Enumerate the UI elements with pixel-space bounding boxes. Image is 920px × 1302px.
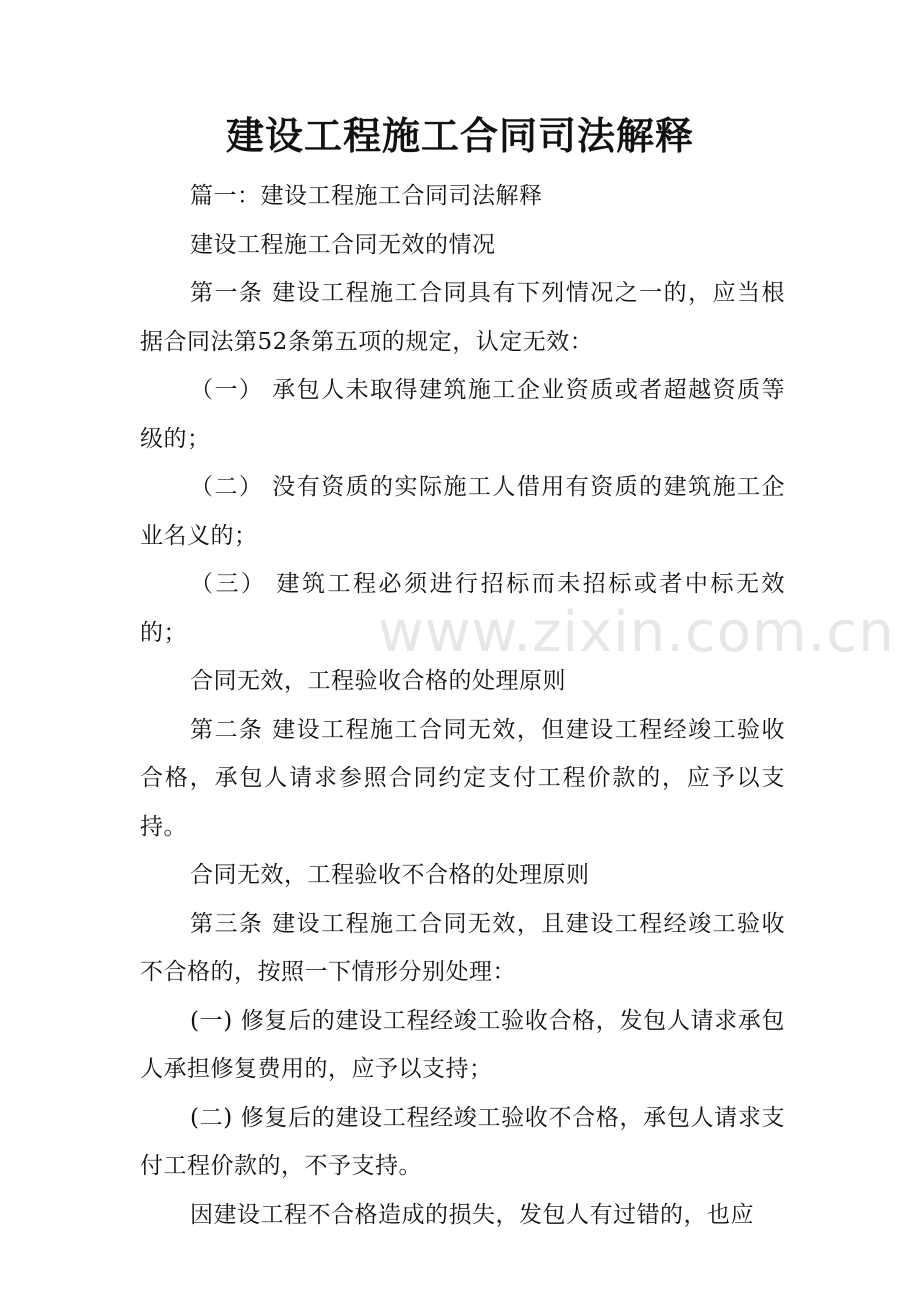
paragraph-article-2: 第二条 建设工程施工合同无效，但建设工程经竣工验收合格，承包人请求参照合同约定支付工程价款的，应予以支持。 — [140, 716, 785, 840]
watermark-text: www.zixin.com.cn — [378, 600, 895, 665]
paragraph-article-3: 第三条 建设工程施工合同无效，且建设工程经竣工验收不合格的，按照一下情形分别处理： — [140, 910, 785, 985]
paragraph-subitem-1: (一) 修复后的建设工程经竣工验收合格，发包人请求承包人承担修复费用的，应予以支持； — [140, 1007, 785, 1082]
document-body — [140, 172, 785, 1239]
paragraph-heading-1: 篇一：建设工程施工合同司法解释 — [190, 183, 543, 209]
paragraph-article-1: 第一条 建设工程施工合同具有下列情况之一的，应当根据合同法第52条第五项的规定，认定无效： — [140, 280, 785, 355]
paragraph-item-1: （一） 承包人未取得建筑施工企业资质或者超越资质等级的； — [140, 377, 785, 452]
paragraph-section-heading-3: 合同无效，工程验收不合格的处理原则 — [190, 862, 590, 888]
paragraph-item-2: （二） 没有资质的实际施工人借用有资质的建筑施工企业名义的； — [140, 474, 785, 549]
paragraph-continuation: 因建设工程不合格造成的损失，发包人有过错的，也应 — [190, 1201, 754, 1228]
paragraph-item-3: （三） 建筑工程必须进行招标而未招标或者中标无效的； — [140, 571, 785, 646]
paragraph-section-heading: 建设工程施工合同无效的情况 — [190, 231, 496, 258]
paragraph-subitem-2: (二) 修复后的建设工程经竣工验收不合格，承包人请求支付工程价款的，不予支持。 — [140, 1104, 785, 1179]
paragraph-section-heading-2: 合同无效，工程验收合格的处理原则 — [190, 668, 566, 694]
document-title: 建设工程施工合同司法解释 — [225, 113, 694, 158]
